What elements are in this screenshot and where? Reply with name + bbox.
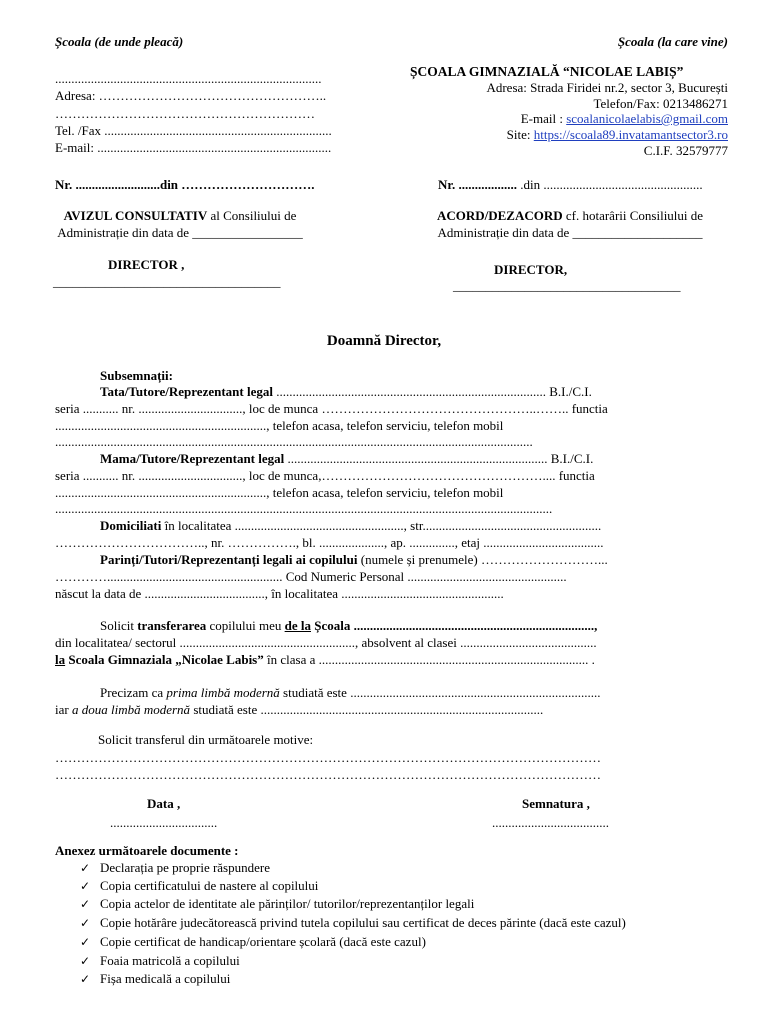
undersigned-heading: Subsemnații: xyxy=(100,368,173,383)
child-cnp-field[interactable]: …………...................................................... Cod Numeric Personal ................................................. xyxy=(55,569,567,584)
destination-class-row[interactable] xyxy=(55,652,595,668)
director-right-signature-line[interactable]: ___________________________________ xyxy=(453,278,681,293)
director-left-label: DIRECTOR , xyxy=(108,257,185,272)
destination-din: .din ................................................. xyxy=(516,177,703,192)
origin-address-cont-field[interactable]: …………………………………………………… xyxy=(55,106,315,121)
solicit-text: Solicit xyxy=(100,618,138,633)
parents-label: Parinți/Tutori/Reprezentanți legali ai copilului xyxy=(100,552,358,567)
destination-cif: C.I.F. 32579777 xyxy=(643,143,728,158)
second-language-label: a doua limbă modernă xyxy=(71,702,191,717)
first-language-pre: Precizam ca xyxy=(100,685,167,700)
email-label: E-mail : xyxy=(520,111,567,126)
director-left-signature-line[interactable]: ___________________________________ xyxy=(53,274,281,289)
director-right-label: DIRECTOR, xyxy=(494,262,568,277)
origin-registry-row[interactable] xyxy=(55,177,315,193)
check-icon: ✓ xyxy=(80,879,91,893)
check-icon: ✓ xyxy=(80,972,91,986)
destination-email-row xyxy=(521,111,728,127)
origin-tel-field[interactable]: Tel. /Fax ...................................................................... xyxy=(55,123,332,138)
signature-field[interactable]: .................................... xyxy=(492,815,609,830)
mother-phone-field[interactable]: ................................................................., telefon acasa, telefon serviciu, telefon mobil xyxy=(55,485,504,500)
second-language-pre: iar xyxy=(55,702,72,717)
annex-item: Copie certificat de handicap/orientare școlară (dacă este cazul) xyxy=(100,934,426,949)
from-word: de la xyxy=(284,618,311,633)
first-language-label: prima limbă modernă xyxy=(166,685,280,700)
father-phone-field[interactable]: ................................................................., telefon acasa, telefon serviciu, telefon mobil xyxy=(55,418,504,433)
date-label: Data , xyxy=(147,796,181,811)
annex-title: Anexez următoarele documente : xyxy=(55,843,239,858)
domicile-locality-field: în localitatea ...................................................., str....................................................... xyxy=(161,518,602,533)
to-word: la xyxy=(55,652,66,667)
origin-address-field[interactable]: Adresa: …………………………………………….. xyxy=(55,88,327,103)
domicile-address-field[interactable]: …………………………….., nr. ……………., bl. ...................., ap. .............., etaj ..................................... xyxy=(55,535,604,550)
agreement-title xyxy=(414,208,726,224)
site-link[interactable]: https://scoala89.invatamantsector3.ro xyxy=(533,127,728,142)
site-label: Site: xyxy=(506,127,534,142)
check-icon: ✓ xyxy=(80,897,91,911)
salutation: Doamnă Director, xyxy=(326,333,442,349)
transfer-request-row[interactable] xyxy=(100,618,597,634)
father-label: Tata/Tutore/Reprezentant legal xyxy=(100,384,273,399)
mother-series-field[interactable]: seria ........... nr. ................................, loc de munca,…………………………………………….... functia xyxy=(55,468,595,483)
annex-item: Declarația pe proprie răspundere xyxy=(100,860,270,875)
advisory-opinion-bold: AVIZUL CONSULTATIV xyxy=(63,208,208,223)
email-link[interactable]: scoalanicolaelabis@gmail.com xyxy=(566,111,728,126)
mother-extra-field[interactable]: ......................................................................................................................................................... xyxy=(55,501,553,516)
origin-locality-field[interactable]: din localitatea/ sectorul ......................................................, absolvent al clasei .......................................... xyxy=(55,635,597,650)
destination-school-name: ȘCOALA GIMNAZIALĂ “NICOLAE LABIȘ” xyxy=(410,64,684,79)
first-language-field: studiată este ............................................................................. xyxy=(279,685,601,700)
advisory-opinion-rest: al Consiliului de xyxy=(207,208,297,223)
mother-row[interactable] xyxy=(100,451,593,467)
destination-school-text: Scoala Gimnaziala „Nicolae Labis” xyxy=(65,652,264,667)
domicile-label: Domiciliati xyxy=(100,518,162,533)
annex-item: Copie hotărâre judecătorească privind tutela copilului sau certificat de deces părinte (dacă este cazul) xyxy=(100,915,626,930)
motives-line-1[interactable]: ……………………………………………………………………………………………………………… xyxy=(55,750,601,765)
advisory-opinion-date[interactable]: Administrație din data de _________________ xyxy=(57,225,303,240)
father-extra-field[interactable]: ................................................................................................................................................... xyxy=(55,434,533,449)
check-icon: ✓ xyxy=(80,935,91,949)
destination-nr: Nr. .................. xyxy=(438,177,517,192)
agreement-date[interactable]: Administrație din data de ____________________ xyxy=(437,225,703,240)
agreement-bold: ACORD/DEZACORD xyxy=(436,208,563,223)
child-birth-field[interactable]: născut la data de ....................................., în localitatea .................................................. xyxy=(55,586,504,601)
first-language-row[interactable] xyxy=(100,685,600,701)
origin-nr: Nr. .......................... xyxy=(55,177,160,192)
destination-class-field: în clasa a ................................................................................... . xyxy=(263,652,595,667)
destination-school-label: Școala (la care vine) xyxy=(617,34,728,49)
destination-phone: Telefon/Fax: 0213486271 xyxy=(593,96,728,111)
mother-label: Mama/Tutore/Reprezentant legal xyxy=(100,451,285,466)
domicile-row[interactable] xyxy=(100,518,601,534)
origin-school-field: Școala .........................................................................., xyxy=(311,618,598,633)
origin-email-field[interactable]: E-mail: ........................................................................ xyxy=(55,140,332,155)
second-language-field: studiată este ....................................................................................... xyxy=(190,702,544,717)
signature-label: Semnatura , xyxy=(522,796,590,811)
mother-id-field: ................................................................................ B.I./C.I. xyxy=(284,451,594,466)
second-language-row[interactable] xyxy=(55,702,543,718)
father-row[interactable] xyxy=(100,384,592,400)
date-field[interactable]: ................................. xyxy=(110,815,218,830)
origin-din: din …………………………. xyxy=(159,177,315,192)
advisory-opinion-title xyxy=(30,208,330,224)
child-text: copilului meu xyxy=(206,618,285,633)
check-icon: ✓ xyxy=(80,954,91,968)
destination-site-row xyxy=(507,127,728,143)
annex-item: Copia certificatului de nastere al copilului xyxy=(100,878,319,893)
origin-school-label: Școala (de unde pleacă) xyxy=(55,34,184,49)
agreement-rest: cf. hotarârii Consiliului de xyxy=(562,208,704,223)
child-name-row[interactable] xyxy=(100,552,608,568)
motives-line-2[interactable]: ……………………………………………………………………………………………………………… xyxy=(55,767,601,782)
destination-registry-row[interactable] xyxy=(438,177,703,193)
check-icon: ✓ xyxy=(80,916,91,930)
annex-item: Foaia matricolă a copilului xyxy=(100,953,240,968)
annex-item: Copia actelor de identitate ale părinților/ tutorilor/reprezentanților legali xyxy=(100,896,475,911)
annex-item: Fișa medicală a copilului xyxy=(100,971,231,986)
transfer-word: transferarea xyxy=(137,618,207,633)
child-name-field: (numele și prenumele) ………………………... xyxy=(357,552,608,567)
destination-address: Adresa: Strada Firidei nr.2, sector 3, București xyxy=(486,80,728,95)
origin-school-name-field[interactable]: .................................................................................. xyxy=(55,71,322,86)
father-series-field[interactable]: seria ........... nr. ................................, loc de munca …………………………………………..…….. functia xyxy=(55,401,608,416)
father-id-field: ................................................................................... B.I./C.I. xyxy=(272,384,592,399)
check-icon: ✓ xyxy=(80,861,91,875)
motives-label: Solicit transferul din următoarele motive: xyxy=(98,732,314,747)
